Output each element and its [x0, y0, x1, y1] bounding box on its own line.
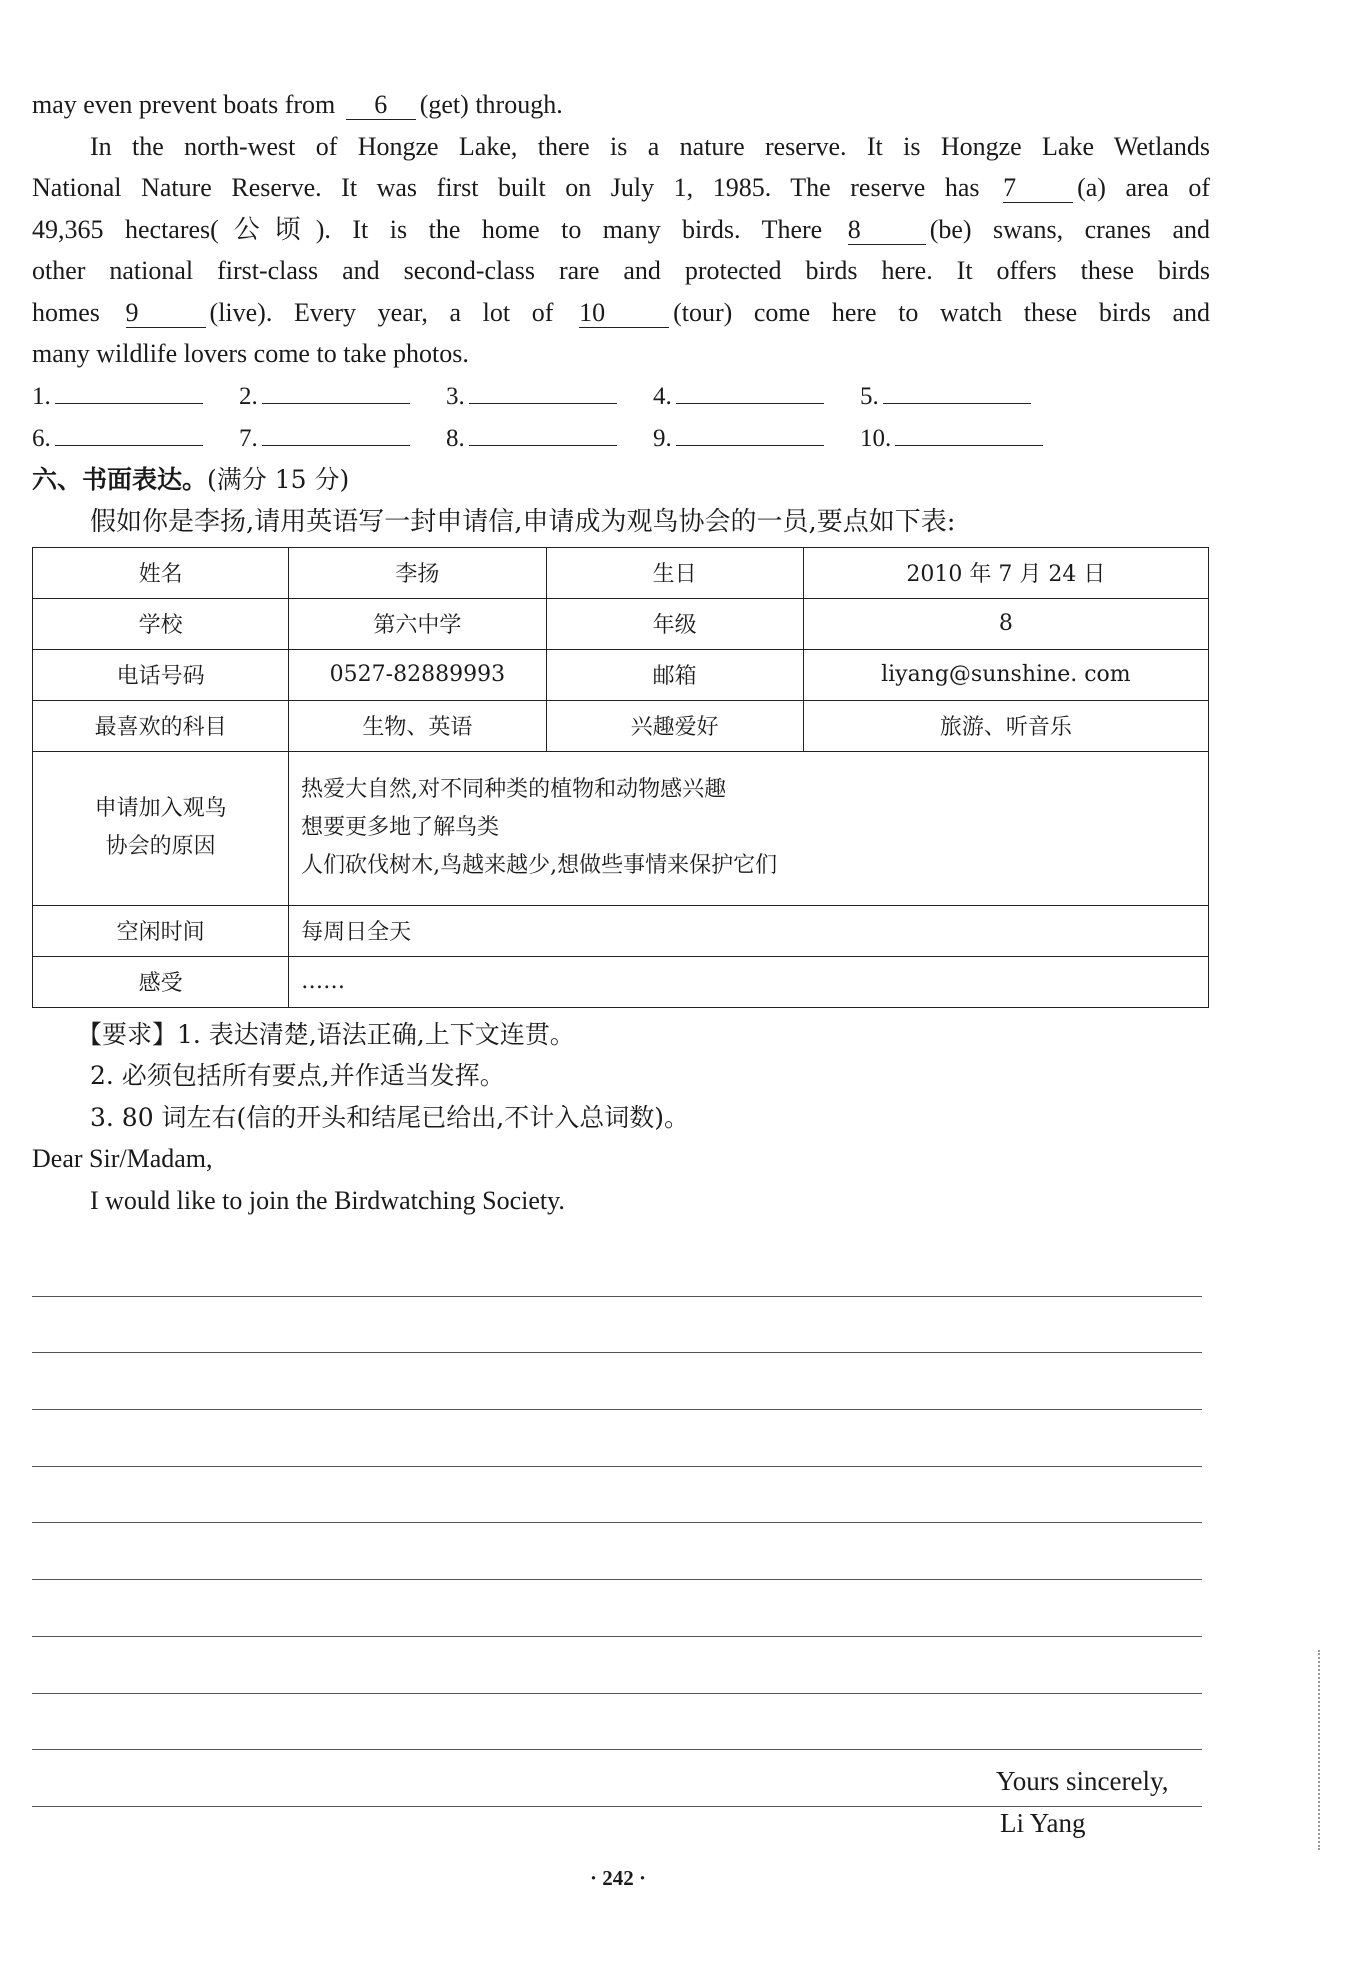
writing-line[interactable]: [32, 1637, 1202, 1694]
passage-text: (get) through.: [419, 90, 563, 119]
answer-number: 10.: [860, 424, 892, 452]
writing-instruction: 假如你是李扬,请用英语写一封申请信,申请成为观鸟协会的一员,要点如下表:: [90, 506, 956, 537]
name-label: 姓名: [33, 547, 289, 598]
passage-line-7: many wildlife lovers come to take photos.: [32, 339, 469, 368]
answer-number: 8.: [446, 424, 465, 452]
writing-line[interactable]: [32, 1410, 1202, 1467]
passage-text: (be) swans, cranes and: [929, 214, 1211, 244]
info-table: [32, 547, 1209, 1008]
requirement-2: 2. 必须包括所有要点,并作适当发挥。: [90, 1061, 505, 1090]
free-time-label: 空闲时间: [33, 905, 289, 956]
answer-3-field[interactable]: [469, 379, 617, 404]
passage-line-6: [32, 292, 1210, 334]
signature: Li Yang: [1000, 1808, 1086, 1838]
table-row: [33, 905, 1209, 956]
content-area: [32, 84, 1210, 1807]
cloze-passage: [32, 84, 1210, 375]
writing-line[interactable]: [32, 1580, 1202, 1637]
name-value: 李扬: [289, 547, 546, 598]
requirement-3: 3. 80 词左右(信的开头和结尾已给出,不计入总词数)。: [90, 1102, 690, 1132]
answer-5-field[interactable]: [883, 379, 1031, 404]
answer-number: 3.: [446, 382, 465, 410]
section-heading: 六、书面表达。: [32, 464, 208, 494]
hobby-value: 旅游、听音乐: [803, 700, 1208, 751]
answer-4: [653, 377, 860, 417]
school-label: 学校: [33, 598, 289, 649]
answer-6: [32, 419, 239, 459]
passage-line-5: other national first-class and second-class rare and protected birds here. It offers these birds: [32, 256, 1210, 285]
answer-10: [860, 419, 1067, 459]
passage-text: (live). Every year, a lot of: [209, 297, 554, 327]
feeling-label: 感受: [33, 956, 289, 1007]
grade-label: 年级: [546, 598, 803, 649]
answer-number: 1.: [32, 382, 51, 410]
answer-5: [860, 377, 1067, 417]
answer-1-field[interactable]: [55, 379, 203, 404]
phone-label: 电话号码: [33, 649, 289, 700]
feeling-value: ……: [289, 956, 1209, 1007]
writing-line[interactable]: [32, 1467, 1202, 1524]
blank-6[interactable]: 6: [346, 91, 416, 120]
passage-line-4: [32, 209, 1210, 251]
answer-number: 4.: [653, 382, 672, 410]
reason-item: 热爱大自然,对不同种类的植物和动物感兴趣: [301, 777, 727, 802]
answer-8-field[interactable]: [469, 421, 617, 446]
passage-line-3: [32, 167, 1210, 209]
reason-label-line-1: 申请加入观鸟: [94, 796, 227, 821]
table-row: [33, 700, 1209, 751]
free-time-value: 每周日全天: [289, 905, 1209, 956]
writing-line[interactable]: [32, 1523, 1202, 1580]
birthday-label: 生日: [546, 547, 803, 598]
answer-number: 7.: [239, 424, 258, 452]
passage-text: National Nature Reserve. It was first built on July 1, 1985. The reserve has: [32, 173, 980, 202]
writing-area[interactable]: [32, 1240, 1210, 1807]
answer-number: 6.: [32, 424, 51, 452]
birthday-value: 2010 年 7 月 24 日: [803, 547, 1208, 598]
writing-line[interactable]: [32, 1240, 1202, 1297]
table-row: [33, 598, 1209, 649]
answer-2-field[interactable]: [262, 379, 410, 404]
blank-7[interactable]: 7: [1003, 174, 1073, 203]
table-row: [33, 547, 1209, 598]
hobby-label: 兴趣爱好: [546, 700, 803, 751]
requirement-1: 【要求】1. 表达清楚,语法正确,上下文连贯。: [77, 1019, 575, 1049]
section-score: (满分 15 分): [207, 464, 350, 494]
answer-number: 5.: [860, 382, 879, 410]
closing-phrase: Yours sincerely,: [996, 1766, 1169, 1796]
writing-line[interactable]: [32, 1353, 1202, 1410]
answer-9-field[interactable]: [676, 421, 824, 446]
passage-text: (tour) come here to watch these birds and: [673, 297, 1210, 327]
section-title: [32, 459, 1210, 501]
passage-text: 49,365 hectares(公顷). It is the home to many birds. There: [32, 214, 823, 244]
table-row: [33, 649, 1209, 700]
subject-label: 最喜欢的科目: [33, 700, 289, 751]
answer-1: [32, 377, 239, 417]
reason-item: 想要更多地了解鸟类: [301, 815, 500, 840]
answer-8: [446, 419, 653, 459]
writing-line[interactable]: [32, 1297, 1202, 1354]
writing-line[interactable]: [32, 1694, 1202, 1751]
letter-closing: [996, 1760, 1169, 1844]
answer-4-field[interactable]: [676, 379, 824, 404]
answer-9: [653, 419, 860, 459]
blank-10[interactable]: 10: [579, 299, 669, 328]
table-row: [33, 956, 1209, 1007]
passage-text: may even prevent boats from: [32, 90, 336, 119]
blank-8[interactable]: 8: [848, 216, 926, 245]
answer-lines: [32, 377, 1210, 459]
grade-value: 8: [803, 598, 1208, 649]
page-number: · 242 ·: [589, 1866, 646, 1890]
answer-6-field[interactable]: [55, 421, 203, 446]
reason-label-line-2: 协会的原因: [105, 834, 216, 859]
passage-text: homes: [32, 297, 100, 327]
answer-10-field[interactable]: [895, 421, 1043, 446]
reason-label: [33, 751, 289, 905]
answer-7: [239, 419, 446, 459]
reason-item: 人们砍伐树木,鸟越来越少,想做些事情来保护它们: [301, 853, 778, 878]
answer-2: [239, 377, 446, 417]
blank-9[interactable]: 9: [126, 299, 206, 328]
letter-opening: I would like to join the Birdwatching Society.: [90, 1186, 565, 1215]
passage-text: (a) area of: [1077, 173, 1211, 202]
email-value: liyang@sunshine. com: [803, 649, 1208, 700]
answer-3: [446, 377, 653, 417]
answer-number: 2.: [239, 382, 258, 410]
passage-line-1: [32, 84, 1210, 126]
table-row: [33, 751, 1209, 905]
subject-value: 生物、英语: [289, 700, 546, 751]
school-value: 第六中学: [289, 598, 546, 649]
requirements: [32, 1014, 1210, 1139]
passage-line-2: In the north-west of Hongze Lake, there is a nature reserve. It is Hongze Lake Wetlands: [90, 131, 1210, 161]
letter-greeting: Dear Sir/Madam,: [32, 1144, 213, 1173]
email-label: 邮箱: [546, 649, 803, 700]
answer-7-field[interactable]: [262, 421, 410, 446]
answer-number: 9.: [653, 424, 672, 452]
phone-value: 0527-82889993: [289, 649, 546, 700]
reason-values: [289, 751, 1209, 905]
binding-margin-line: [1318, 1650, 1320, 1850]
